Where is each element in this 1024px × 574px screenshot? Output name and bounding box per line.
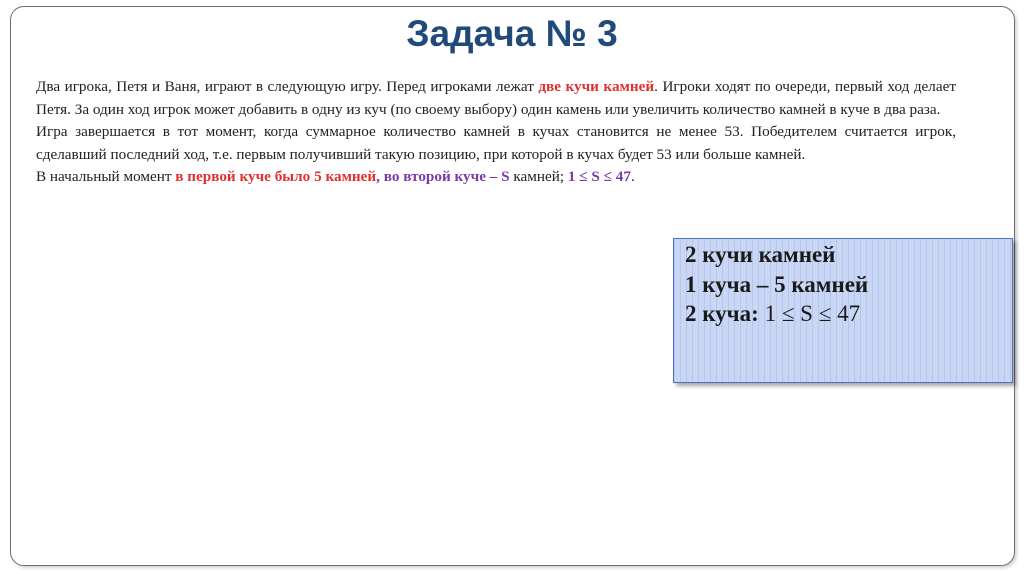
paragraph-3: [36, 166, 956, 189]
paragraph-3-start: В начальный момент: [36, 168, 176, 186]
paragraph-1: [36, 76, 956, 121]
summary-note-box: [673, 238, 1013, 383]
second-heap-highlight: во второй куче – S: [383, 168, 510, 186]
paragraph-1-start: Два игрока, Петя и Ваня, играют в следующую игру. Перед игроками лежат: [36, 78, 539, 95]
note-line-second-heap: [685, 299, 1012, 329]
slide-title: Задача № 3: [406, 13, 618, 54]
problem-text: [36, 76, 956, 189]
paragraph-3-end: .: [631, 168, 635, 186]
paragraph-2: Игра завершается в тот момент, когда суммарное количество камней в кучах становится не менее 53. Победителем считается игрок, сделавший последний ход, т.е. первым получивший такую позицию, при которой в кучах будет 53 или больше камней.: [36, 123, 956, 163]
comma-separator: ,: [376, 168, 384, 186]
range-highlight: 1 ≤ S ≤ 47: [567, 168, 631, 186]
note-second-heap-label: 2 куча:: [685, 301, 759, 326]
paragraph-3-middle: камней;: [509, 168, 568, 186]
note-line-heaps: 2 кучи камней: [685, 242, 836, 267]
two-heaps-highlight: две кучи камней: [538, 78, 655, 95]
note-line-first-heap: 1 куча – 5 камней: [685, 271, 869, 297]
paragraph-1-end: . Игроки ходят по очереди, первый ход делает Петя. За один ход игрок может добавить в одну из куч (по своему выбору) один камень или увеличить количество камней в куче в два раза.: [36, 78, 956, 118]
note-second-heap-range: 1 ≤ S ≤ 47: [758, 301, 861, 326]
first-heap-highlight: в первой куче было 5 камней: [175, 168, 377, 186]
